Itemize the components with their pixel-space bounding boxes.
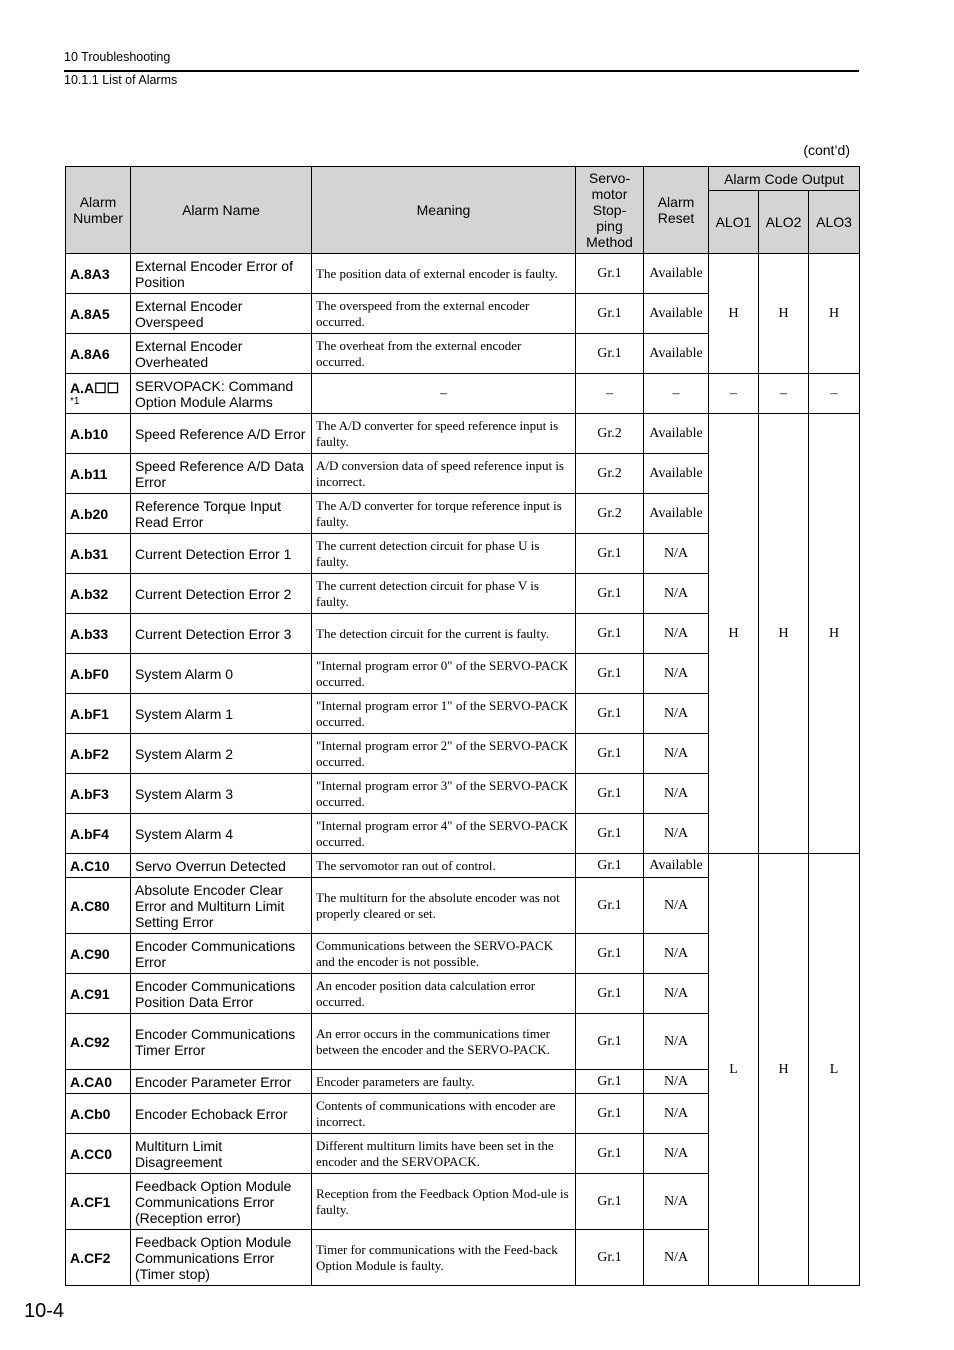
alarm-name: Encoder Parameter Error bbox=[131, 1070, 312, 1094]
header-meaning: Meaning bbox=[312, 167, 576, 254]
alarm-name: Encoder Echoback Error bbox=[131, 1094, 312, 1134]
alarm-name: System Alarm 3 bbox=[131, 774, 312, 814]
alarm-name: System Alarm 4 bbox=[131, 814, 312, 854]
header-alarm-name: Alarm Name bbox=[131, 167, 312, 254]
stopping-method: – bbox=[576, 374, 644, 414]
alarm-reset: N/A bbox=[644, 534, 709, 574]
alarm-number: A.C90 bbox=[66, 934, 131, 974]
stopping-method: Gr.1 bbox=[576, 854, 644, 878]
alarm-meaning: "Internal program error 2" of the SERVO-PACK occurred. bbox=[312, 734, 576, 774]
header-alarm-reset: Alarm Reset bbox=[644, 167, 709, 254]
alarm-number: A.CA0 bbox=[66, 1070, 131, 1094]
alarm-name: Multiturn Limit Disagreement bbox=[131, 1134, 312, 1174]
alarm-reset: N/A bbox=[644, 1134, 709, 1174]
alarm-meaning: The A/D converter for torque reference input is faulty. bbox=[312, 494, 576, 534]
alarm-name: System Alarm 0 bbox=[131, 654, 312, 694]
alarm-meaning: Timer for communications with the Feed-back Option Module is faulty. bbox=[312, 1230, 576, 1286]
alarm-number: A.C91 bbox=[66, 974, 131, 1014]
alarm-reset: N/A bbox=[644, 1014, 709, 1070]
alarm-number: A.bF0 bbox=[66, 654, 131, 694]
alo1-value: H bbox=[709, 414, 759, 854]
alarm-reset: N/A bbox=[644, 934, 709, 974]
table-row bbox=[66, 414, 860, 454]
alarm-name: Current Detection Error 3 bbox=[131, 614, 312, 654]
alarm-number: A.b10 bbox=[66, 414, 131, 454]
alarm-meaning: The detection circuit for the current is faulty. bbox=[312, 614, 576, 654]
alarm-number: A.bF3 bbox=[66, 774, 131, 814]
section-header: 10.1.1 List of Alarms bbox=[64, 73, 178, 87]
alarm-meaning: "Internal program error 4" of the SERVO-PACK occurred. bbox=[312, 814, 576, 854]
alarm-name: Speed Reference A/D Error bbox=[131, 414, 312, 454]
alo3-value: H bbox=[809, 254, 860, 374]
alarm-reset: Available bbox=[644, 254, 709, 294]
alarm-number: A.C92 bbox=[66, 1014, 131, 1070]
alarm-meaning: "Internal program error 0" of the SERVO-PACK occurred. bbox=[312, 654, 576, 694]
alarm-number: A.bF2 bbox=[66, 734, 131, 774]
stopping-method: Gr.1 bbox=[576, 1174, 644, 1230]
header-rule bbox=[64, 70, 859, 72]
stopping-method: Gr.1 bbox=[576, 574, 644, 614]
stopping-method: Gr.2 bbox=[576, 494, 644, 534]
alarm-reset: Available bbox=[644, 854, 709, 878]
alarm-number: A.Cb0 bbox=[66, 1094, 131, 1134]
alarm-name: Encoder Communications Error bbox=[131, 934, 312, 974]
table-row bbox=[66, 374, 860, 414]
alarm-name: Feedback Option Module Communications Error (Reception error) bbox=[131, 1174, 312, 1230]
alarm-number: A.b11 bbox=[66, 454, 131, 494]
alo3-value: – bbox=[809, 374, 860, 414]
alarm-reset: N/A bbox=[644, 654, 709, 694]
alo2-value: H bbox=[759, 254, 809, 374]
alarm-reset: N/A bbox=[644, 1230, 709, 1286]
alarm-reset: N/A bbox=[644, 774, 709, 814]
alo1-value: L bbox=[709, 854, 759, 1286]
stopping-method: Gr.1 bbox=[576, 614, 644, 654]
alarm-number: A.8A5 bbox=[66, 294, 131, 334]
stopping-method: Gr.2 bbox=[576, 454, 644, 494]
alarm-number: A.CF1 bbox=[66, 1174, 131, 1230]
alarm-meaning: Contents of communications with encoder are incorrect. bbox=[312, 1094, 576, 1134]
alarm-meaning: "Internal program error 3" of the SERVO-PACK occurred. bbox=[312, 774, 576, 814]
alarm-reset: N/A bbox=[644, 574, 709, 614]
alo3-value: H bbox=[809, 414, 860, 854]
alarm-number: A.8A6 bbox=[66, 334, 131, 374]
alarm-name: Current Detection Error 2 bbox=[131, 574, 312, 614]
alarm-reset: Available bbox=[644, 414, 709, 454]
alarm-number: A.b32 bbox=[66, 574, 131, 614]
alarm-meaning: The current detection circuit for phase V is faulty. bbox=[312, 574, 576, 614]
alarm-reset: N/A bbox=[644, 1094, 709, 1134]
alarm-reset: Available bbox=[644, 294, 709, 334]
stopping-method: Gr.1 bbox=[576, 734, 644, 774]
alarm-meaning: Encoder parameters are faulty. bbox=[312, 1070, 576, 1094]
alarm-reset: N/A bbox=[644, 614, 709, 654]
alarm-meaning: The position data of external encoder is faulty. bbox=[312, 254, 576, 294]
alarm-reset: N/A bbox=[644, 878, 709, 934]
header-alarm-number: Alarm Number bbox=[66, 167, 131, 254]
stopping-method: Gr.1 bbox=[576, 694, 644, 734]
stopping-method: Gr.1 bbox=[576, 878, 644, 934]
stopping-method: Gr.1 bbox=[576, 254, 644, 294]
alarm-name: Current Detection Error 1 bbox=[131, 534, 312, 574]
alarm-reset: Available bbox=[644, 494, 709, 534]
alarm-number: A.C80 bbox=[66, 878, 131, 934]
stopping-method: Gr.1 bbox=[576, 534, 644, 574]
stopping-method: Gr.1 bbox=[576, 814, 644, 854]
alarm-meaning: The overheat from the external encoder occurred. bbox=[312, 334, 576, 374]
header-alo1: ALO1 bbox=[709, 191, 759, 254]
stopping-method: Gr.2 bbox=[576, 414, 644, 454]
alo2-value: H bbox=[759, 854, 809, 1286]
stopping-method: Gr.1 bbox=[576, 1070, 644, 1094]
table-row bbox=[66, 254, 860, 294]
stopping-method: Gr.1 bbox=[576, 774, 644, 814]
alarm-meaning: The overspeed from the external encoder occurred. bbox=[312, 294, 576, 334]
alarm-name: Feedback Option Module Communications Error (Timer stop) bbox=[131, 1230, 312, 1286]
alo1-value: H bbox=[709, 254, 759, 374]
alarm-name: External Encoder Overheated bbox=[131, 334, 312, 374]
alarm-name: SERVOPACK: Command Option Module Alarms bbox=[131, 374, 312, 414]
alarm-name: Absolute Encoder Clear Error and Multiturn Limit Setting Error bbox=[131, 878, 312, 934]
alarm-name: External Encoder Overspeed bbox=[131, 294, 312, 334]
footnote-marker: *1 bbox=[70, 396, 80, 407]
stopping-method: Gr.1 bbox=[576, 1134, 644, 1174]
stopping-method: Gr.1 bbox=[576, 1094, 644, 1134]
alo2-value: H bbox=[759, 414, 809, 854]
alarm-reset: N/A bbox=[644, 734, 709, 774]
alo1-value: – bbox=[709, 374, 759, 414]
alarm-meaning: An error occurs in the communications timer between the encoder and the SERVO-PACK. bbox=[312, 1014, 576, 1070]
alarm-number bbox=[66, 374, 131, 414]
stopping-method: Gr.1 bbox=[576, 334, 644, 374]
alarm-reset: Available bbox=[644, 334, 709, 374]
alarm-meaning: The A/D converter for speed reference input is faulty. bbox=[312, 414, 576, 454]
alarm-name: System Alarm 2 bbox=[131, 734, 312, 774]
alarm-number: A.8A3 bbox=[66, 254, 131, 294]
continued-label: (cont’d) bbox=[803, 142, 850, 158]
alarm-meaning: A/D conversion data of speed reference input is incorrect. bbox=[312, 454, 576, 494]
alarm-number: A.b20 bbox=[66, 494, 131, 534]
alarm-meaning: The servomotor ran out of control. bbox=[312, 854, 576, 878]
alarm-meaning: An encoder position data calculation error occurred. bbox=[312, 974, 576, 1014]
page-number: 10-4 bbox=[24, 1300, 65, 1322]
alo3-value: L bbox=[809, 854, 860, 1286]
alarm-reset: N/A bbox=[644, 814, 709, 854]
alarm-name: Speed Reference A/D Data Error bbox=[131, 454, 312, 494]
alarm-reset: – bbox=[644, 374, 709, 414]
stopping-method: Gr.1 bbox=[576, 1230, 644, 1286]
header-stopping-method: Servo-motor Stop-ping Method bbox=[576, 167, 644, 254]
alarm-reset: N/A bbox=[644, 694, 709, 734]
alarm-number: A.bF1 bbox=[66, 694, 131, 734]
alarm-reset: Available bbox=[644, 454, 709, 494]
alarm-meaning: The current detection circuit for phase U is faulty. bbox=[312, 534, 576, 574]
alarm-name: Encoder Communications Position Data Error bbox=[131, 974, 312, 1014]
header-alarm-code-output: Alarm Code Output bbox=[709, 167, 860, 191]
alarm-number: A.bF4 bbox=[66, 814, 131, 854]
alarm-reset: N/A bbox=[644, 974, 709, 1014]
alarm-reset: N/A bbox=[644, 1070, 709, 1094]
stopping-method: Gr.1 bbox=[576, 1014, 644, 1070]
alarm-name: Servo Overrun Detected bbox=[131, 854, 312, 878]
alarm-meaning: Communications between the SERVO-PACK and the encoder is not possible. bbox=[312, 934, 576, 974]
alarm-meaning: The multiturn for the absolute encoder was not properly cleared or set. bbox=[312, 878, 576, 934]
stopping-method: Gr.1 bbox=[576, 934, 644, 974]
chapter-header: 10 Troubleshooting bbox=[64, 50, 171, 64]
stopping-method: Gr.1 bbox=[576, 654, 644, 694]
alarm-name: Encoder Communications Timer Error bbox=[131, 1014, 312, 1070]
alarm-number-text: A.A☐☐ bbox=[70, 380, 120, 396]
alarm-number: A.b33 bbox=[66, 614, 131, 654]
alarm-name: System Alarm 1 bbox=[131, 694, 312, 734]
alarm-reset: N/A bbox=[644, 1174, 709, 1230]
alarm-list-table bbox=[65, 166, 860, 1286]
alarm-number: A.CC0 bbox=[66, 1134, 131, 1174]
header-alo3: ALO3 bbox=[809, 191, 860, 254]
table-row bbox=[66, 854, 860, 878]
alarm-number: A.b31 bbox=[66, 534, 131, 574]
alarm-number: A.CF2 bbox=[66, 1230, 131, 1286]
header-alo2: ALO2 bbox=[759, 191, 809, 254]
alarm-name: Reference Torque Input Read Error bbox=[131, 494, 312, 534]
alarm-meaning: Reception from the Feedback Option Mod-ule is faulty. bbox=[312, 1174, 576, 1230]
alarm-meaning: "Internal program error 1" of the SERVO-PACK occurred. bbox=[312, 694, 576, 734]
stopping-method: Gr.1 bbox=[576, 294, 644, 334]
alo2-value: – bbox=[759, 374, 809, 414]
alarm-name: External Encoder Error of Position bbox=[131, 254, 312, 294]
stopping-method: Gr.1 bbox=[576, 974, 644, 1014]
alarm-meaning: – bbox=[312, 374, 576, 414]
alarm-number: A.C10 bbox=[66, 854, 131, 878]
alarm-meaning: Different multiturn limits have been set in the encoder and the SERVOPACK. bbox=[312, 1134, 576, 1174]
